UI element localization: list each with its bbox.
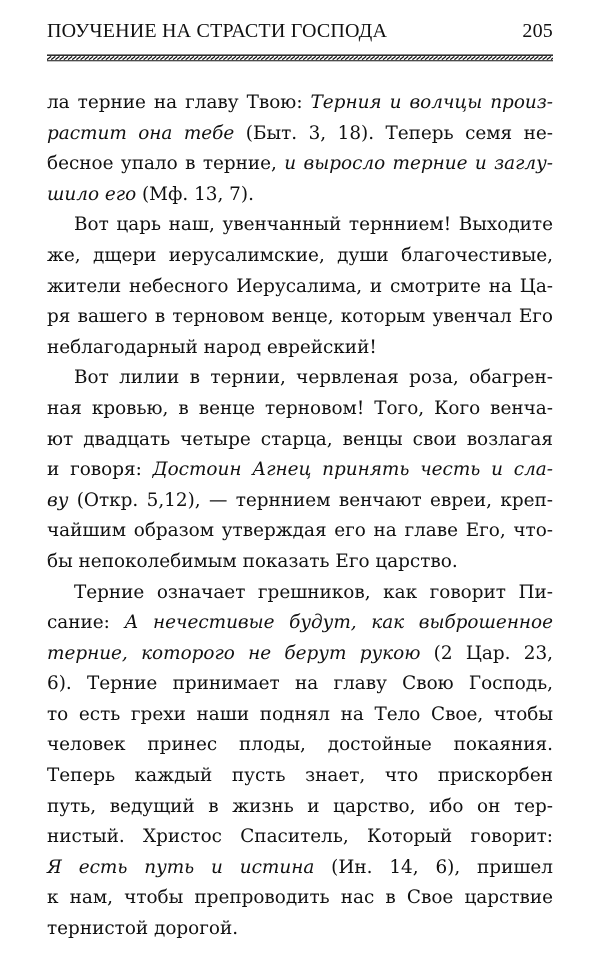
text-line xyxy=(47,241,553,272)
text-line xyxy=(47,455,553,486)
text-line xyxy=(47,88,553,119)
page-number: 205 xyxy=(522,20,553,42)
text-run: 6). Терние принимает на главу Свою Господь, xyxy=(47,673,553,695)
italic-quote: Терния и волчцы произ- xyxy=(310,92,553,113)
text-run: Терние означает грешников, как говорит Пи- xyxy=(74,581,553,603)
text-run: (Мф. 13, 7). xyxy=(136,183,254,205)
text-line xyxy=(47,119,553,150)
text-run: жители небесного Иерусалима, и смотрите на Ца- xyxy=(47,275,553,297)
text-line xyxy=(47,425,553,456)
text-line xyxy=(47,516,553,547)
text-line xyxy=(47,853,553,884)
text-run: нистый. Христос Спаситель, Который говорит: xyxy=(47,826,553,848)
text-run: ла терние на главу Твою: xyxy=(47,92,311,113)
text-run: и говоря: xyxy=(47,459,153,481)
text-line xyxy=(47,394,553,425)
text-run: ная кровью, в венце терновом! Того, Кого венча- xyxy=(47,397,553,419)
text-run: (Ин. 14, 6), пришел xyxy=(314,856,553,878)
italic-quote: Достоин Агнец принять честь и сла- xyxy=(152,459,553,481)
text-run: (2 Цар. 23, xyxy=(420,642,553,664)
ornamental-rule xyxy=(47,54,553,62)
text-line xyxy=(47,333,553,364)
text-run: чайшим образом утверждая его на главе Его, что- xyxy=(47,520,553,542)
italic-quote: растит она тебе xyxy=(47,122,235,144)
italic-quote: Я есть путь и истина xyxy=(47,856,315,878)
text-run: бесное упало в терние, xyxy=(47,153,285,175)
text-run: Теперь каждый пусть знает, что прискорбен xyxy=(47,765,553,787)
text-line xyxy=(47,761,553,792)
text-line xyxy=(47,700,553,731)
text-line xyxy=(47,210,553,241)
ornamental-rule-graphic xyxy=(47,54,553,62)
running-head xyxy=(47,20,553,52)
text-run: человек принес плоды, достойные покаяния. xyxy=(47,734,553,756)
text-run: к нам, чтобы препроводить нас в Свое царствие xyxy=(47,887,553,909)
text-run: неблагодарный народ еврейский! xyxy=(47,336,377,358)
text-run: то есть грехи наши поднял на Тело Свое, чтобы xyxy=(47,703,553,725)
text-line xyxy=(47,180,553,211)
text-line xyxy=(47,149,553,180)
text-run: ря вашего в терновом венце, которым увенчал Его xyxy=(47,306,553,328)
text-line xyxy=(47,547,553,578)
text-run: же, дщери иерусалимские, души благочестивые, xyxy=(47,244,553,266)
text-line xyxy=(47,883,553,914)
text-run: тернистой дорогой. xyxy=(47,918,239,940)
text-line xyxy=(47,639,553,670)
text-run: (Быт. 3, 18). Теперь семя не- xyxy=(234,122,553,144)
text-line xyxy=(47,486,553,517)
text-line xyxy=(47,302,553,333)
text-line xyxy=(47,792,553,823)
text-line xyxy=(47,669,553,700)
text-run: бы непоколебимым показать Его царство. xyxy=(47,550,458,572)
italic-quote: терние, которого не берут рукою xyxy=(47,642,421,664)
text-run: ют двадцать четыре старца, венцы свои возлагая xyxy=(47,428,553,450)
body-text xyxy=(47,88,553,945)
text-line xyxy=(47,914,553,945)
text-run: Вот лилии в тернии, червленая роза, обагрен- xyxy=(74,367,553,389)
italic-quote: ву xyxy=(47,489,69,511)
text-line xyxy=(47,822,553,853)
text-line xyxy=(47,578,553,609)
text-run: путь, ведущий в жизнь и царство, ибо он тер- xyxy=(47,795,553,817)
text-line xyxy=(47,730,553,761)
italic-quote: шило его xyxy=(47,183,137,205)
text-run: Вот царь наш, увенчанный терннием! Выходите xyxy=(74,214,553,236)
text-line xyxy=(47,363,553,394)
running-title: ПОУЧЕНИЕ НА СТРАСТИ ГОСПОДА xyxy=(47,20,388,42)
text-line xyxy=(47,272,553,303)
text-run: сание: xyxy=(47,612,125,634)
italic-quote: и выросло терние и заглу- xyxy=(284,153,554,175)
text-run: (Откр. 5,12), — терннием венчают евреи, креп- xyxy=(68,489,553,511)
italic-quote: А нечестивые будут, как выброшенное xyxy=(124,612,553,634)
text-line xyxy=(47,608,553,639)
